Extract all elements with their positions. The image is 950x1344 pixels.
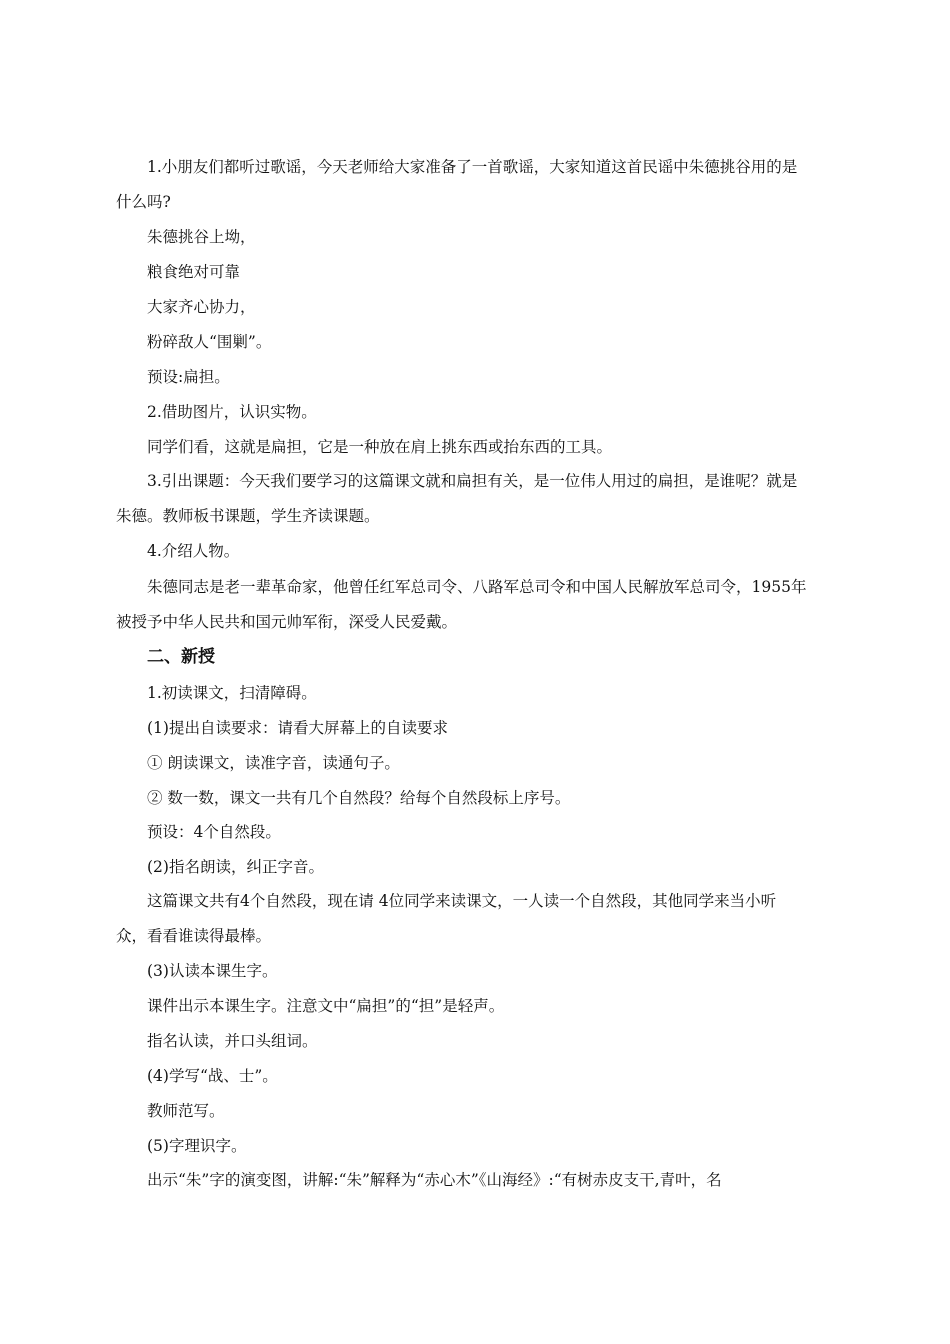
paragraph-line: 预设:扁担。 (147, 368, 230, 386)
paragraph-line: 被授予中华人民共和国元帅军衔，深受人民爱戴。 (116, 613, 458, 631)
paragraph-line: 出示“朱”字的演变图，讲解:“朱”解释为“赤心木”《山海经》:“有树赤皮支干,青叶，名 (147, 1171, 722, 1189)
paragraph-line: 课件出示本课生字。注意文中“扁担”的“担”是轻声。 (147, 997, 505, 1015)
paragraph-line: 教师范写。 (147, 1102, 225, 1120)
paragraph-line: 预设：4个自然段。 (147, 823, 281, 841)
paragraph-line: 1.小朋友们都听过歌谣，今天老师给大家准备了一首歌谣，大家知道这首民谣中朱德挑谷用的是 (147, 158, 798, 176)
paragraph-line: (5)字理识字。 (147, 1137, 247, 1155)
poem-line: 大家齐心协力， (147, 298, 256, 316)
paragraph-line: (4)学写“战、士”。 (147, 1067, 278, 1085)
paragraph-line: 朱德同志是老一辈革命家，他曾任红军总司令、八路军总司令和中国人民解放军总司令，1955年 (147, 578, 807, 596)
paragraph-line: 众，看看谁读得最棒。 (116, 927, 272, 945)
paragraph-line: 朱德。教师板书课题，学生齐读课题。 (116, 507, 380, 525)
paragraph-line: ① 朗读课文，读准字音，读通句子。 (147, 754, 400, 772)
paragraph-line: ② 数一数，课文一共有几个自然段？给每个自然段标上序号。 (147, 789, 571, 807)
paragraph-line: 2.借助图片，认识实物。 (147, 403, 317, 421)
paragraph-line: 1.初读课文，扫清障碍。 (147, 684, 317, 702)
paragraph-line: 什么吗? (116, 193, 171, 211)
paragraph-line: 同学们看，这就是扁担，它是一种放在肩上挑东西或抬东西的工具。 (147, 438, 613, 456)
paragraph-line: (3)认读本课生字。 (147, 962, 278, 980)
paragraph-line: 这篇课文共有4个自然段，现在请 4位同学来读课文，一人读一个自然段，其他同学来当小听 (147, 892, 777, 910)
paragraph-line: 指名认读，并口头组词。 (147, 1032, 318, 1050)
poem-line: 朱德挑谷上坳， (147, 228, 256, 246)
paragraph-line: 4.介绍人物。 (147, 542, 240, 560)
paragraph-line: (1)提出自读要求：请看大屏幕上的自读要求 (147, 719, 448, 737)
section-heading: 二、新授 (147, 647, 215, 667)
poem-line: 粉碎敌人“围剿”。 (147, 333, 272, 351)
paragraph-line: (2)指名朗读，纠正字音。 (147, 858, 324, 876)
poem-line: 粮食绝对可靠 (147, 263, 241, 281)
paragraph-line: 3.引出课题：今天我们要学习的这篇课文就和扁担有关，是一位伟人用过的扁担，是谁呢？就是 (147, 472, 798, 490)
